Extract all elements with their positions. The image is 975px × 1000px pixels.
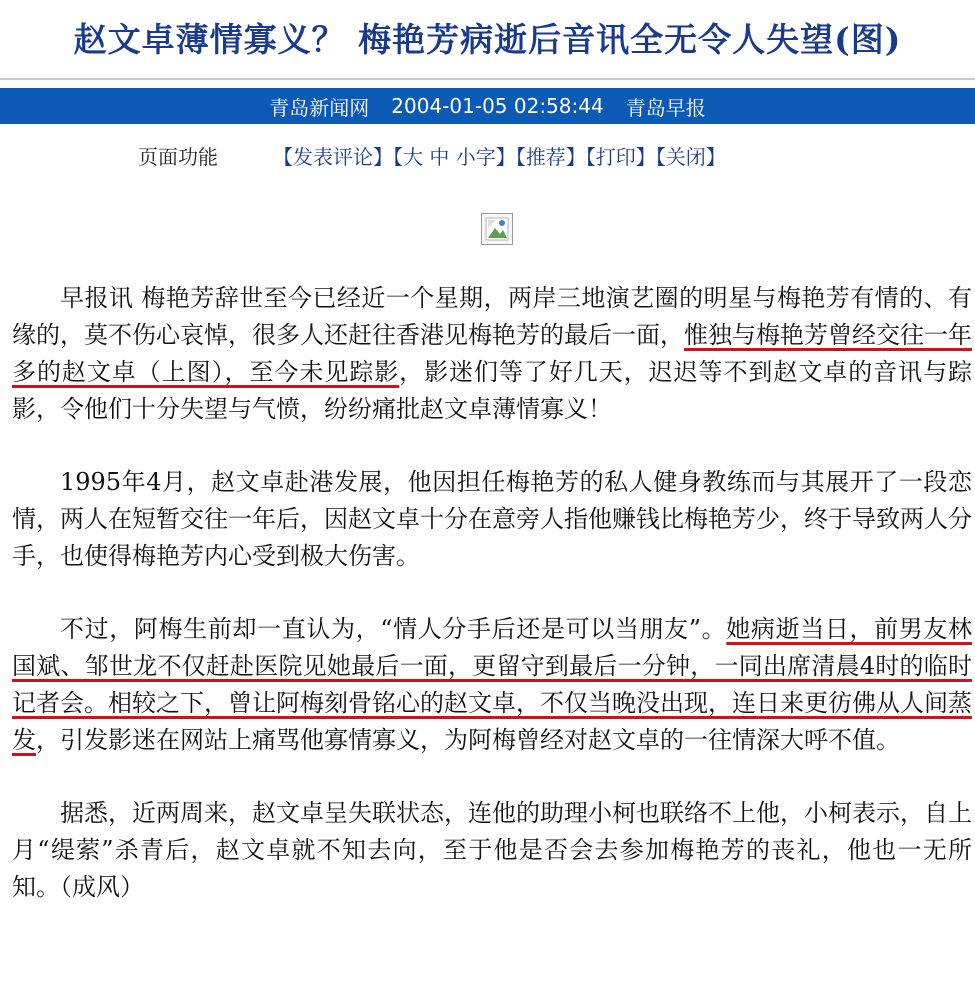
- paragraph-1: 早报讯 梅艳芳辞世至今已经近一个星期，两岸三地演艺圈的明星与梅艳芳有情的、有缘的，莫不伤心哀悼，很多人还赶往香港见梅艳芳的最后一面，惟独与梅艳芳曾经交往一年多的赵文卓（上图），至今未见踪影，影迷们等了好几天，迟迟等不到赵文卓的音讯与踪影，令他们十分失望与气愤，纷纷痛批赵文卓薄情寡义！: [12, 284, 973, 423]
- page-function-links: 【 发表评论 】【 大 中 小字 】【 推荐 】【 打印 】【 关闭 】: [273, 141, 726, 170]
- article-headline: 赵文卓薄情寡义？ 梅艳芳病逝后音讯全无令人失望(图): [73, 20, 902, 59]
- font-large-link[interactable]: 大: [403, 144, 423, 169]
- article-body: [12, 280, 972, 906]
- underlined-highlight: 惟独与梅艳芳曾经交往一年多的赵文卓（上图），至今未见踪影: [12, 321, 972, 386]
- font-small-link[interactable]: 小字: [455, 144, 496, 169]
- print-link[interactable]: 打印: [595, 144, 636, 169]
- paragraph-4: 据悉，近两周来，赵文卓呈失联状态，连他的助理小柯也联络不上他，小柯表示，自上月“缇萦”杀青后，赵文卓就不知去向，至于他是否会去参加梅艳芳的丧礼，他也一无所知。（成风）: [12, 799, 972, 901]
- paragraph-3: 不过，阿梅生前却一直认为，“情人分手后还是可以当朋友”。她病逝当日，前男友林国斌、邹世龙不仅赶赴医院见她最后一面，更留守到最后一分钟，一同出席清晨4时的临时记者会。相较之下，曾让阿梅刻骨铭心的赵文卓，不仅当晚没出现，连日来更彷佛从人间蒸发，引发影迷在网站上痛骂他寡情寡义，为阿梅曾经对赵文卓的一往情深大呼不值。: [12, 615, 973, 754]
- page-function-toolbar: [0, 138, 975, 172]
- article-info-bar: [0, 88, 975, 124]
- close-link[interactable]: 关闭: [665, 144, 706, 169]
- font-medium-link[interactable]: 中: [429, 144, 450, 169]
- recommend-link[interactable]: 推荐: [525, 144, 566, 169]
- broken-image-glyph: [482, 214, 512, 244]
- underlined-highlight: 她病逝当日，前男友林国斌、邹世龙不仅赶赴医院见她最后一面，更留守到最后一分钟，一同出席清晨4时的临时记者会。相较之下，曾让阿梅刻骨铭心的赵文卓，不仅当晚没出现，连日来更彷佛从人间蒸发: [12, 615, 973, 754]
- paragraph-2: 1995年4月，赵文卓赴港发展，他因担任梅艳芳的私人健身教练而与其展开了一段恋情，两人在短暂交往一年后，因赵文卓十分在意旁人指他赚钱比梅艳芳少，终于导致两人分手，也使得梅艳芳内心受到极大伤害。: [12, 468, 972, 570]
- source-name: 青岛新闻网: [269, 95, 370, 120]
- header-divider: [0, 78, 975, 80]
- publish-datetime: 2004-01-05 02:58:44: [391, 94, 604, 118]
- publication-name: 青岛早报: [625, 95, 706, 120]
- post-comment-link[interactable]: 发表评论: [293, 144, 373, 169]
- page-function-label: 页面功能: [138, 144, 218, 169]
- broken-image-icon: [481, 213, 513, 245]
